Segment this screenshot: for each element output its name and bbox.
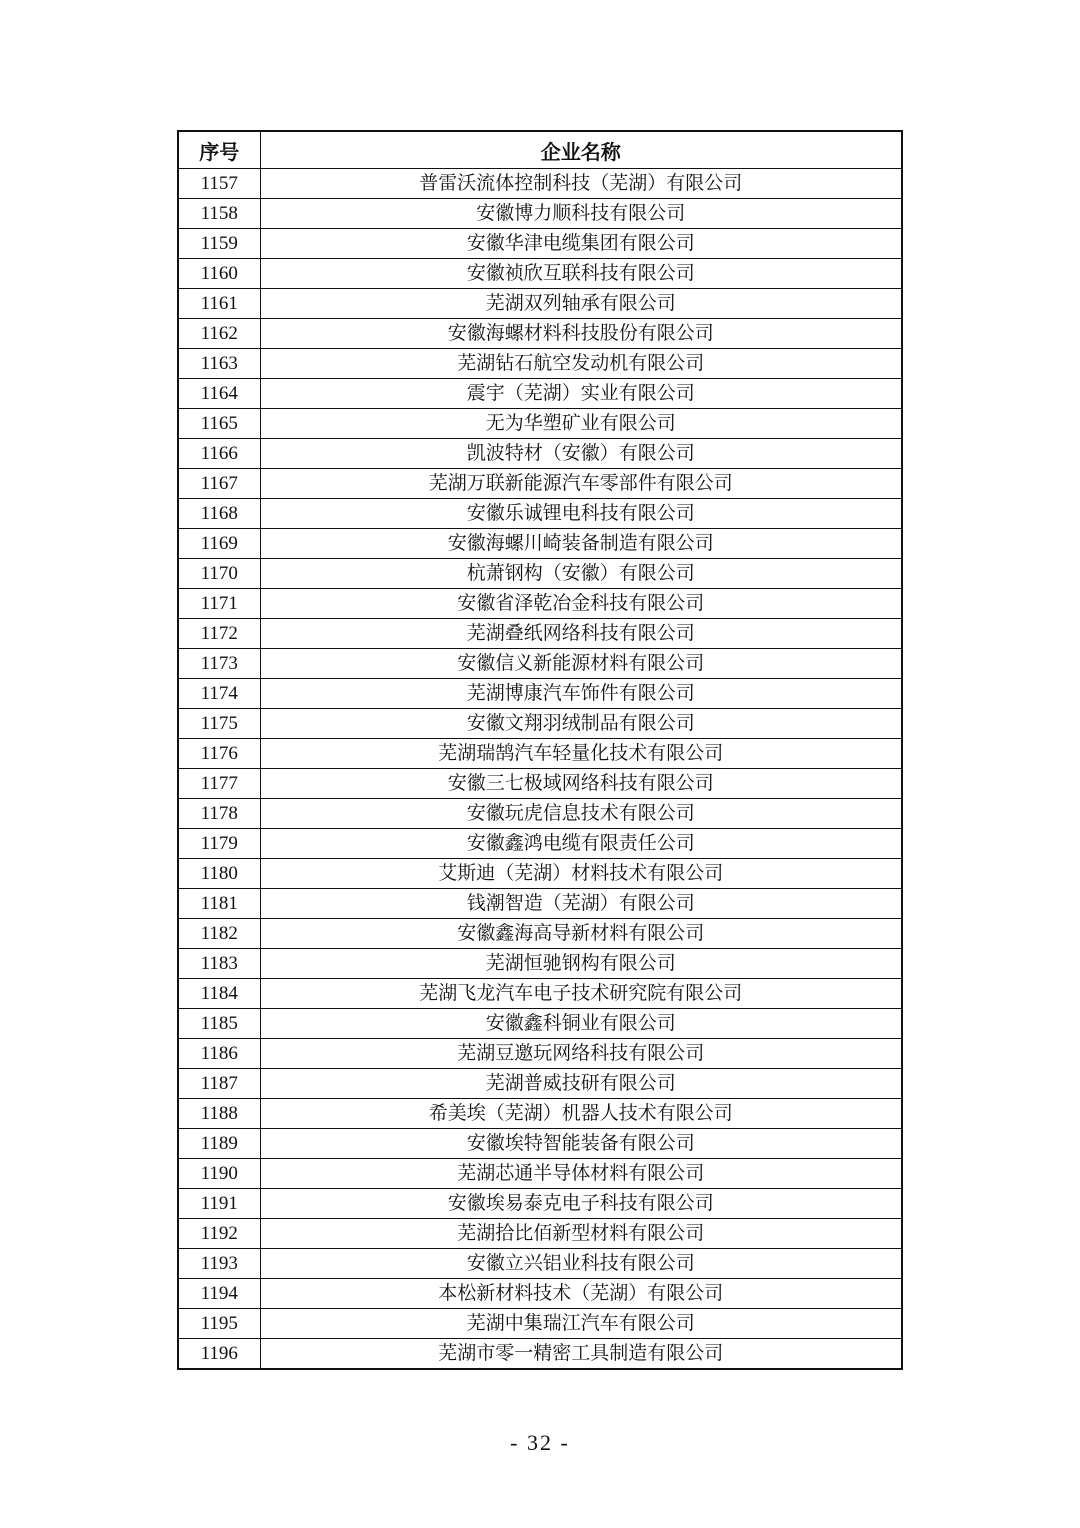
table-row — [178, 199, 902, 229]
serial-number-cell: 1170 — [178, 559, 260, 589]
company-list-table — [177, 130, 903, 1370]
serial-number-cell: 1178 — [178, 799, 260, 829]
table-row — [178, 559, 902, 589]
table-row — [178, 229, 902, 259]
serial-number-cell: 1161 — [178, 289, 260, 319]
table-row — [178, 499, 902, 529]
company-name-cell: 普雷沃流体控制科技（芜湖）有限公司 — [260, 169, 902, 199]
serial-number-cell: 1196 — [178, 1339, 260, 1370]
table-row — [178, 1129, 902, 1159]
company-name-cell: 安徽信义新能源材料有限公司 — [260, 649, 902, 679]
company-name-cell: 艾斯迪（芜湖）材料技术有限公司 — [260, 859, 902, 889]
serial-number-cell: 1181 — [178, 889, 260, 919]
company-name-cell: 安徽乐诚锂电科技有限公司 — [260, 499, 902, 529]
table-row — [178, 739, 902, 769]
company-name-cell: 芜湖市零一精密工具制造有限公司 — [260, 1339, 902, 1370]
table-row — [178, 259, 902, 289]
company-name-cell: 芜湖中集瑞江汽车有限公司 — [260, 1309, 902, 1339]
company-name-cell: 芜湖双列轴承有限公司 — [260, 289, 902, 319]
serial-number-cell: 1177 — [178, 769, 260, 799]
company-name-cell: 安徽鑫科铜业有限公司 — [260, 1009, 902, 1039]
table-row — [178, 1009, 902, 1039]
serial-number-cell: 1157 — [178, 169, 260, 199]
table-row — [178, 409, 902, 439]
company-name-cell: 安徽玩虎信息技术有限公司 — [260, 799, 902, 829]
serial-number-cell: 1175 — [178, 709, 260, 739]
serial-number-cell: 1176 — [178, 739, 260, 769]
company-name-cell: 安徽鑫海高导新材料有限公司 — [260, 919, 902, 949]
table-row — [178, 319, 902, 349]
serial-number-cell: 1167 — [178, 469, 260, 499]
table-row — [178, 1339, 902, 1370]
company-name-cell: 芜湖博康汽车饰件有限公司 — [260, 679, 902, 709]
table-row — [178, 799, 902, 829]
serial-number-cell: 1187 — [178, 1069, 260, 1099]
serial-number-cell: 1171 — [178, 589, 260, 619]
company-name-cell: 芜湖芯通半导体材料有限公司 — [260, 1159, 902, 1189]
table-row — [178, 349, 902, 379]
serial-number-cell: 1194 — [178, 1279, 260, 1309]
serial-number-cell: 1168 — [178, 499, 260, 529]
serial-number-cell: 1173 — [178, 649, 260, 679]
table-row — [178, 1219, 902, 1249]
table-row — [178, 649, 902, 679]
column-header-company-name: 企业名称 — [260, 131, 902, 169]
company-name-cell: 希美埃（芜湖）机器人技术有限公司 — [260, 1099, 902, 1129]
table-row — [178, 1069, 902, 1099]
table-row — [178, 979, 902, 1009]
serial-number-cell: 1174 — [178, 679, 260, 709]
table-row — [178, 379, 902, 409]
company-name-cell: 安徽埃易泰克电子科技有限公司 — [260, 1189, 902, 1219]
table-row — [178, 949, 902, 979]
page-number: - 32 - — [510, 1430, 570, 1455]
serial-number-cell: 1164 — [178, 379, 260, 409]
company-name-cell: 芜湖恒驰钢构有限公司 — [260, 949, 902, 979]
company-name-cell: 安徽省泽乾冶金科技有限公司 — [260, 589, 902, 619]
company-name-cell: 凯波特材（安徽）有限公司 — [260, 439, 902, 469]
table-row — [178, 1249, 902, 1279]
serial-number-cell: 1185 — [178, 1009, 260, 1039]
company-name-cell: 钱潮智造（芜湖）有限公司 — [260, 889, 902, 919]
serial-number-cell: 1163 — [178, 349, 260, 379]
table-row — [178, 709, 902, 739]
serial-number-cell: 1160 — [178, 259, 260, 289]
table-body — [178, 169, 902, 1370]
company-name-cell: 杭萧钢构（安徽）有限公司 — [260, 559, 902, 589]
table-row — [178, 1039, 902, 1069]
table-row — [178, 859, 902, 889]
serial-number-cell: 1159 — [178, 229, 260, 259]
company-name-cell: 芜湖豆邀玩网络科技有限公司 — [260, 1039, 902, 1069]
serial-number-cell: 1184 — [178, 979, 260, 1009]
company-name-cell: 芜湖普威技研有限公司 — [260, 1069, 902, 1099]
serial-number-cell: 1190 — [178, 1159, 260, 1189]
table-row — [178, 439, 902, 469]
company-name-cell: 震宇（芜湖）实业有限公司 — [260, 379, 902, 409]
company-name-cell: 安徽海螺川崎装备制造有限公司 — [260, 529, 902, 559]
serial-number-cell: 1189 — [178, 1129, 260, 1159]
table-row — [178, 829, 902, 859]
table-row — [178, 769, 902, 799]
serial-number-cell: 1165 — [178, 409, 260, 439]
company-name-cell: 芜湖拾比佰新型材料有限公司 — [260, 1219, 902, 1249]
company-name-cell: 芜湖飞龙汽车电子技术研究院有限公司 — [260, 979, 902, 1009]
serial-number-cell: 1180 — [178, 859, 260, 889]
table-row — [178, 1309, 902, 1339]
serial-number-cell: 1195 — [178, 1309, 260, 1339]
company-name-cell: 安徽三七极域网络科技有限公司 — [260, 769, 902, 799]
serial-number-cell: 1182 — [178, 919, 260, 949]
table-row — [178, 469, 902, 499]
company-name-cell: 安徽立兴铝业科技有限公司 — [260, 1249, 902, 1279]
company-name-cell: 无为华塑矿业有限公司 — [260, 409, 902, 439]
serial-number-cell: 1172 — [178, 619, 260, 649]
serial-number-cell: 1188 — [178, 1099, 260, 1129]
company-name-cell: 安徽鑫鸿电缆有限责任公司 — [260, 829, 902, 859]
serial-number-cell: 1191 — [178, 1189, 260, 1219]
serial-number-cell: 1166 — [178, 439, 260, 469]
company-name-cell: 芜湖瑞鹄汽车轻量化技术有限公司 — [260, 739, 902, 769]
table-header-row — [178, 131, 902, 169]
table-row — [178, 1279, 902, 1309]
table-row — [178, 919, 902, 949]
serial-number-cell: 1193 — [178, 1249, 260, 1279]
serial-number-cell: 1158 — [178, 199, 260, 229]
serial-number-cell: 1192 — [178, 1219, 260, 1249]
serial-number-cell: 1169 — [178, 529, 260, 559]
table-row — [178, 1159, 902, 1189]
company-name-cell: 安徽埃特智能装备有限公司 — [260, 1129, 902, 1159]
serial-number-cell: 1183 — [178, 949, 260, 979]
table-row — [178, 1099, 902, 1129]
company-name-cell: 安徽华津电缆集团有限公司 — [260, 229, 902, 259]
company-name-cell: 本松新材料技术（芜湖）有限公司 — [260, 1279, 902, 1309]
table-row — [178, 589, 902, 619]
company-name-cell: 安徽博力顺科技有限公司 — [260, 199, 902, 229]
company-name-cell: 芜湖叠纸网络科技有限公司 — [260, 619, 902, 649]
table-row — [178, 289, 902, 319]
table-row — [178, 889, 902, 919]
table-row — [178, 169, 902, 199]
company-name-cell: 芜湖钻石航空发动机有限公司 — [260, 349, 902, 379]
serial-number-cell: 1186 — [178, 1039, 260, 1069]
table-row — [178, 529, 902, 559]
company-name-cell: 安徽祯欣互联科技有限公司 — [260, 259, 902, 289]
table-row — [178, 1189, 902, 1219]
serial-number-cell: 1162 — [178, 319, 260, 349]
company-name-cell: 芜湖万联新能源汽车零部件有限公司 — [260, 469, 902, 499]
column-header-serial-number: 序号 — [178, 131, 260, 169]
table-row — [178, 679, 902, 709]
table-row — [178, 619, 902, 649]
company-name-cell: 安徽文翔羽绒制品有限公司 — [260, 709, 902, 739]
serial-number-cell: 1179 — [178, 829, 260, 859]
company-name-cell: 安徽海螺材料科技股份有限公司 — [260, 319, 902, 349]
